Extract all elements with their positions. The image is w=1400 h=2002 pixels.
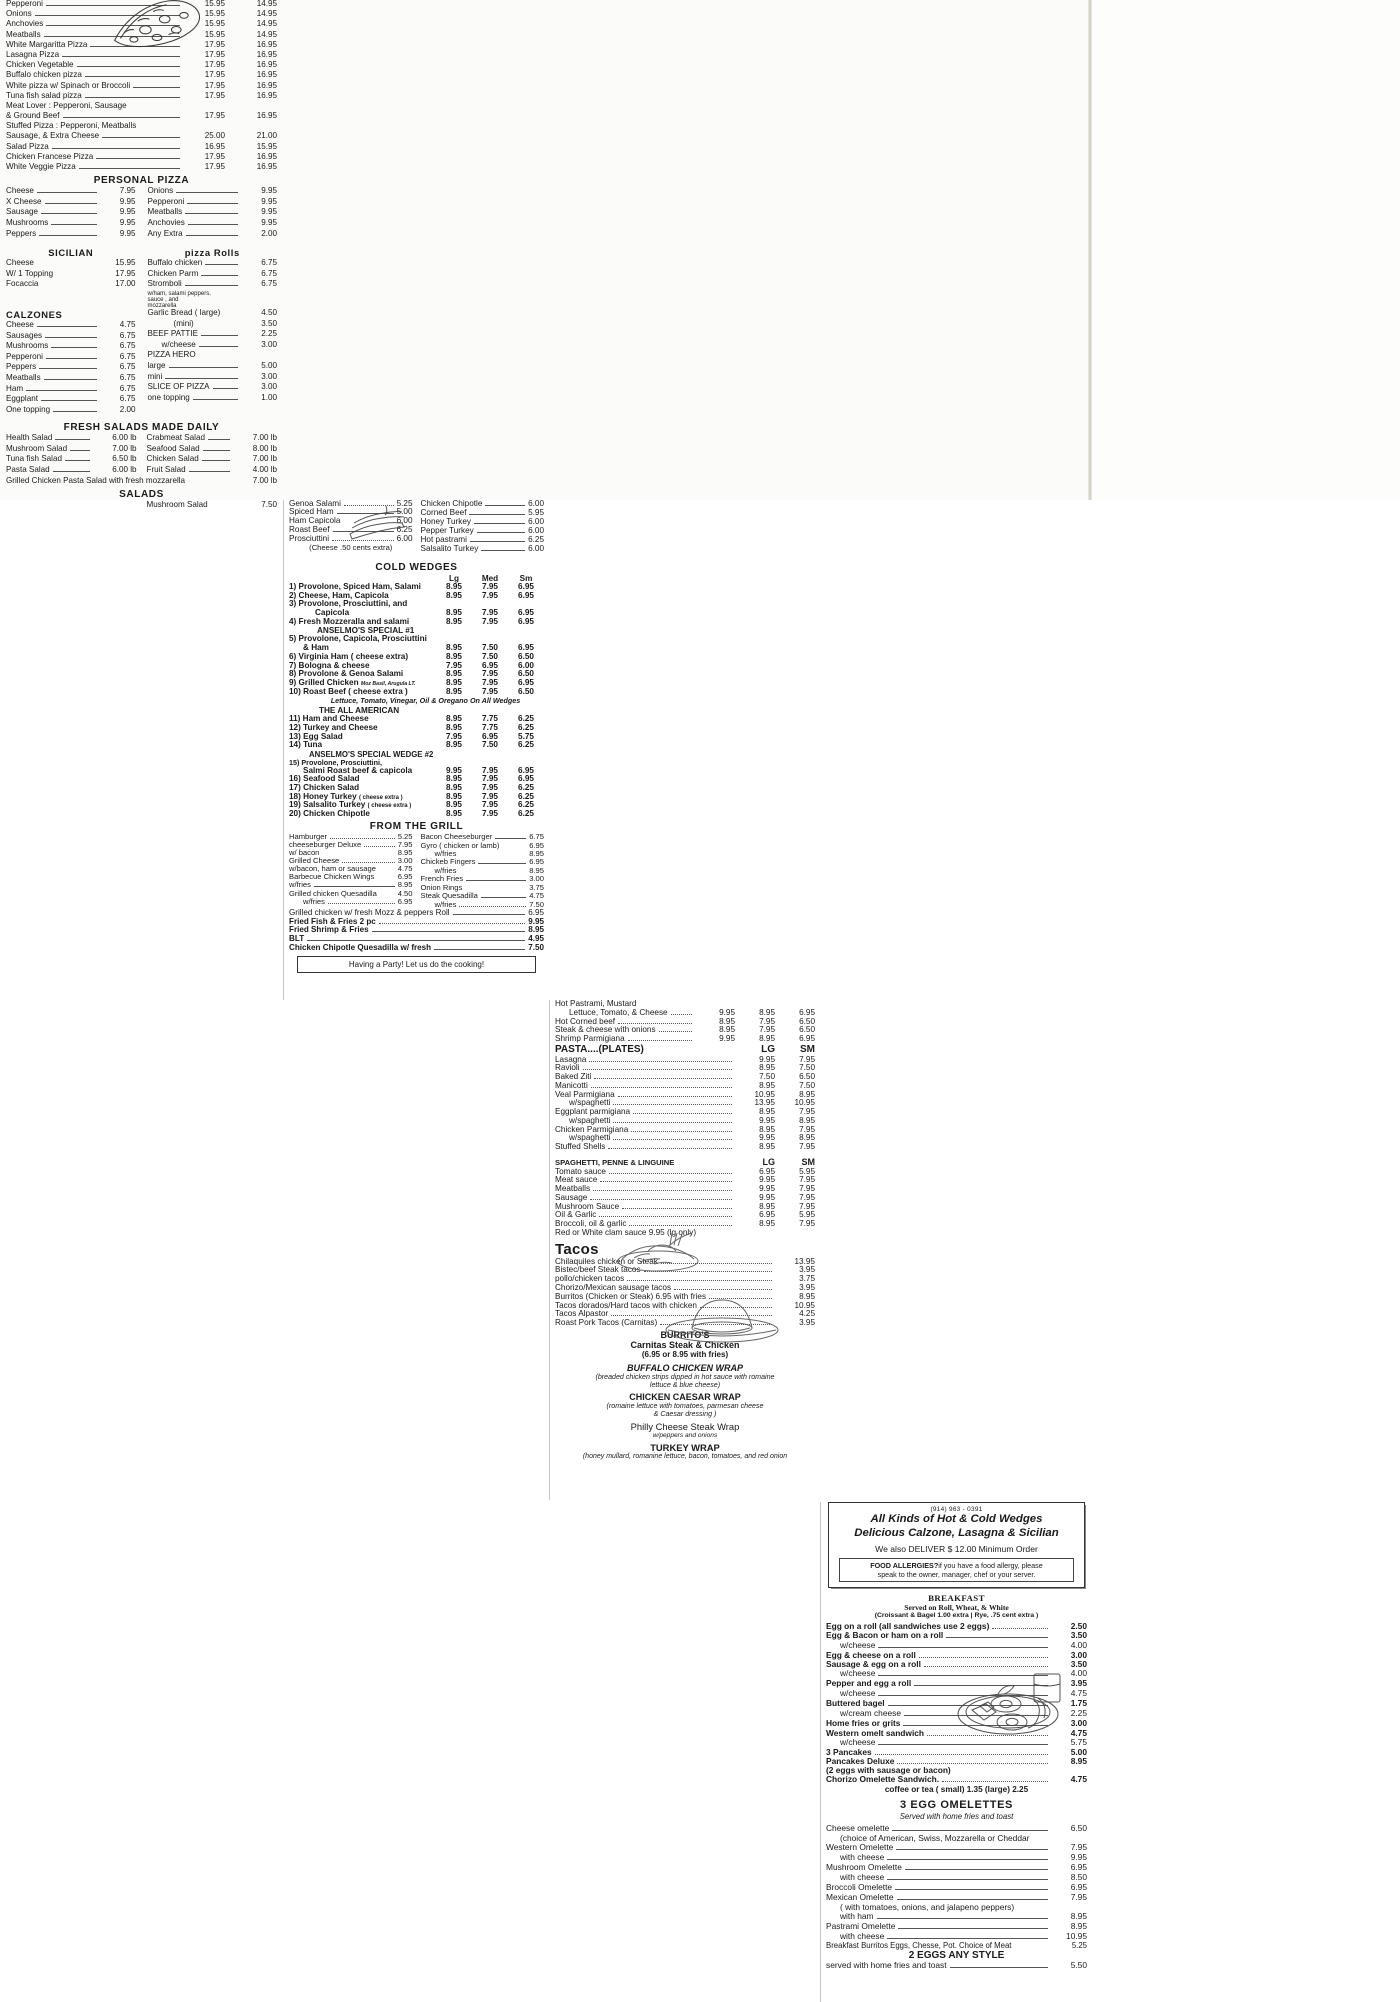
menu-row: Western omelt sandwich 4.75 [826,1727,1087,1738]
menu-row: 10) Roast Beef ( cheese extra ) 8.95 7.95 6.50 [289,686,534,696]
menu-row: w/cheese 5.75 [840,1736,1087,1747]
menu-row: served with home fries and toast 5.50 [826,1959,1087,1970]
burritos-line-2: (6.95 or 8.95 with fries) [641,1349,729,1359]
menu-row: with cheese 9.95 [840,1851,1087,1862]
breakfast-title: BREAKFAST [928,1592,985,1603]
menu-row: 5) Provolone, Capicola, Prosciuttini [289,634,427,644]
menu-row: Stuffed Pizza : Pepperoni, Meatballs [6,121,137,131]
menu-row: Breakfast Burritos Eggs, Chesse, Pot. Choice of Meat 5.25 [826,1940,1087,1950]
grilled-chicken-sub: Moz Basil, Arugula LT. [360,680,416,687]
omelettes-subtitle: Served with home fries and toast [899,1811,1014,1821]
menu-row: w/spaghetti 9.95 8.95 [569,1115,815,1125]
menu-row: Seafood Salad 8.00 lb [146,443,277,453]
menu-row: Oil & Garlic 6.95 5.95 [555,1210,815,1220]
section-salads: SALADS [119,488,164,500]
two-eggs-title: 2 EGGS ANY STYLE [908,1949,1005,1961]
menu-row: Buffalo chicken 6.75 [147,258,277,268]
menu-row: Corned Beef 5.95 [420,508,544,517]
menu-row: Chicken Parmigiana 8.95 7.95 [555,1124,815,1134]
menu-row: Salsalito Turkey 6.00 [420,544,544,553]
grill-full-width-items [289,909,544,953]
salads-partial [6,501,277,512]
allergy-notice [839,1558,1074,1582]
menu-row: w/fries 7.50 [434,899,544,909]
menu-row: Burritos (Chicken or Steak) 6.95 with fries 8.95 [555,1291,815,1301]
menu-row: w/fries 6.95 [303,896,413,906]
wrap-desc-caesar-2: & Caesar dressing ) [653,1409,717,1418]
burritos-line-1: Carnitas Steak & Chicken [630,1339,740,1350]
menu-row: Eggplant parmigiana 8.95 7.95 [555,1107,815,1117]
menu-row: 12) Turkey and Cheese 8.95 7.75 6.25 [289,722,534,732]
menu-row: Broccoli Omelette 6.95 [826,1881,1087,1892]
menu-row: Onion Rings 3.75 [420,882,544,892]
menu-row: Mushroom Omelette 6.95 [826,1861,1087,1872]
menu-row: Fried Shrimp & Fries 8.95 [289,925,544,935]
menu-row: Mushroom Salad 7.00 lb [6,443,137,453]
menu-row: Meat sauce 9.95 7.95 [555,1175,815,1185]
menu-row: Ham 6.75 [6,383,136,393]
cold-wedges-list-4 [289,759,544,819]
sicilian-and-rolls [6,245,277,416]
menu-row: Roast Beef 6.25 [289,524,413,534]
menu-row: Peppers 9.95 [6,228,136,238]
menu-row: Hamburger 5.25 [289,831,413,841]
menu-row: Shrimp Parmigiana 9.95 8.95 6.95 [555,1034,815,1044]
menu-row: Gyro ( chicken or lamb) 6.95 [420,840,544,850]
menu-row: Ham Capicola 6.00 [289,516,413,526]
menu-row: Pepperoni 6.75 [6,351,136,361]
menu-row: 18) Honey Turkey ( cheese extra ) 8.95 7.95 6.25 [289,791,534,801]
menu-row: Grilled chicken w/ fresh Mozz & peppers Roll 6.95 [289,907,544,917]
menu-row: w/cheese 4.75 [840,1687,1087,1698]
section-fresh-salads: FRESH SALADS MADE DAILY [63,422,220,434]
personal-pizza-lists [6,187,277,240]
menu-row: Crabmeat Salad 7.00 lb [146,433,277,443]
menu-row: White pizza w/ Spinach or Broccoli 17.95 16.95 [6,80,277,90]
menu-row: Grilled chicken Quesadilla 4.50 [289,888,413,898]
menu-row: 11) Ham and Cheese 8.95 7.75 6.25 [289,714,534,724]
wrap-title-turkey: TURKEY WRAP [650,1441,720,1453]
menu-row: Sausage, & Extra Cheese 25.00 21.00 [6,131,277,141]
menu-row: Roast Pork Tacos (Carnitas) 3.95 [555,1318,815,1328]
pizza-slice-illustration [108,0,206,50]
menu-row: with cheese 8.50 [840,1871,1087,1882]
menu-row: Grilled Chicken Pasta Salad with fresh mozzarella 7.00 lb [6,475,277,485]
wrap-desc-philly: w/peppers and onions [652,1431,718,1439]
wedges-footnote: Lettuce, Tomato, Vinegar, Oil & Oregano On All Wedges [330,696,521,706]
menu-row: Mushroom Sauce 8.95 7.95 [555,1201,815,1211]
menu-row: White Margaritta Pizza 17.95 16.95 [6,39,277,49]
menu-row: Meatballs 9.95 7.95 [555,1184,815,1194]
pasta-plates-list [555,1056,815,1152]
menu-row: Onions 9.95 [147,186,277,196]
menu-row: w/bacon, ham or sausage 4.75 [289,863,413,873]
menu-row: 8) Provolone & Genoa Salami 8.95 7.95 6.50 [289,669,534,679]
wrap-title-buffalo: BUFFALO CHICKEN WRAP [627,1362,743,1373]
menu-row: Chicken Vegetable 17.95 16.95 [6,60,277,70]
menu-row: Grilled Cheese 3.00 [289,855,413,865]
rolls-note-1: w/ham, salami peppers. [147,290,211,297]
menu-row: Stuffed Shells 8.95 7.95 [555,1142,815,1152]
menu-row: Prosciuttini 6.00 [289,533,413,543]
menu-row: Home fries or grits 3.00 [826,1717,1087,1728]
menu-row: with cheese 10.95 [840,1930,1087,1941]
menu-row: 20) Chicken Chipotle 8.95 7.95 6.25 [289,809,534,819]
honey-turkey-sub: ( cheese extra ) [358,794,403,801]
delivery-note: We also DELIVER $ 12.00 Minimum Order [875,1543,1038,1554]
menu-row: Spiced Ham 5.00 [289,507,413,517]
menu-row: Lasagna 9.95 7.95 [555,1054,815,1064]
menu-row: BEEF PATTIE 2.25 [147,329,277,339]
menu-row: Steak & cheese with onions 8.95 7.95 6.50 [555,1025,815,1035]
menu-row: Cheese omelette 6.50 [826,1822,1087,1833]
menu-row: PIZZA HERO [147,350,196,360]
menu-row: mini 3.00 [147,371,277,381]
menu-row: Buffalo chicken pizza 17.95 16.95 [6,70,277,80]
column-wedges [283,500,549,1000]
menu-row: Egg & cheese on a roll 3.00 [826,1649,1087,1660]
menu-row: Tacos dorados/Hard tacos with chicken 10.95 [555,1300,815,1310]
menu-row: Barbecue Chicken Wings 6.95 [289,871,413,881]
menu-row: Baked Ziti 7.50 6.50 [555,1072,815,1082]
menu-row: Pasta Salad 6.00 lb [6,465,137,475]
section-personal-pizza: PERSONAL PIZZA [93,175,190,187]
menu-row: Meatballs 6.75 [6,372,136,382]
menu-row: w/cheese 4.00 [840,1639,1087,1650]
menu-row: 2) Cheese, Ham, Capicola 8.95 7.95 6.95 [289,590,534,600]
menu-row: Capicola 8.95 7.95 6.95 [315,608,534,618]
menu-row: Mushrooms 9.95 [6,217,136,227]
menu-row: w/fries 8.95 [434,865,544,875]
menu-row: 14) Tuna 8.95 7.50 6.25 [289,740,534,750]
menu-row: Chorizo Omelette Sandwich. 4.75 [826,1773,1087,1784]
menu-row: Hot Corned beef 8.95 7.95 6.50 [555,1016,815,1026]
cold-wedges-list-1 [289,583,544,626]
menu-row: Tuna fish Salad 6.50 lb [6,454,137,464]
anselmos-special-1: ANSELMO'S SPECIAL #1 [317,626,415,636]
cheese-extra-note: (Cheese .50 cents extra) [309,543,393,553]
menu-row: Bacon Cheeseburger 6.75 [420,831,544,841]
wrap-title-caesar: CHICKEN CAESAR WRAP [629,1391,741,1402]
menu-row: Sausage 9.95 7.95 [555,1192,815,1202]
menu-row: Chilaquiles chicken or Steak 13.95 [555,1256,815,1266]
menu-row: Garlic Bread ( large) 4.50 [147,307,277,317]
section-pizza-rolls: pizza Rolls [184,247,240,259]
menu-row: Any Extra 2.00 [147,228,277,238]
menu-row: Peppers 6.75 [6,362,136,372]
menu-row: 16) Seafood Salad 8.95 7.95 6.95 [289,774,534,784]
ad-line-2: Delicious Calzone, Lasagna & Sicilian [854,1526,1059,1539]
menu-row: Chickeb Fingers 6.95 [420,856,544,866]
menu-row: one topping 1.00 [147,392,277,402]
menu-row: Bistec/beef Steak tacos 3.95 [555,1265,815,1275]
menu-row: X Cheese 9.95 [6,196,136,206]
section-calzones: CALZONES [6,308,63,320]
allergy-text-2: speak to the owner, manager, chef or your server. [877,1569,1036,1579]
menu-row: Meatballs 15.95 14.95 [6,29,277,39]
page-binding-edge [1088,0,1092,500]
menu-row: 7) Bologna & cheese 7.95 6.95 6.00 [289,660,534,670]
column-pizza [0,0,283,509]
menu-row: Mexican Omelette 7.95 [826,1891,1087,1902]
menu-row: Hot pastrami 6.25 [420,535,544,544]
omelettes-list [826,1824,1087,1971]
menu-row: (mini) 3.50 [173,318,277,328]
menu-row: Onions 15.95 14.95 [6,9,277,19]
menu-row: w/cream cheese 2.25 [840,1707,1087,1718]
menu-row: ( with tomatoes, onions, and jalapeno peppers) [840,1901,1015,1912]
section-pasta-plates: PASTA....(PLATES) LG SM [555,1043,815,1055]
wrap-desc-buffalo-1: (breaded chicken strips dipped in hot sauce with romaine [595,1372,775,1381]
menu-row: Mushrooms 6.75 [6,341,136,351]
ad-line-1: All Kinds of Hot & Cold Wedges [870,1513,1043,1525]
menu-row: Pepperoni 9.95 [147,196,277,206]
menu-row: Sausages 6.75 [6,330,136,340]
menu-row: pollo/chicken tacos 3.75 [555,1274,815,1284]
menu-row: Egg on a roll (all sandwiches use 2 eggs) 2.50 [826,1620,1087,1631]
hot-wedges-partial [555,1000,815,1044]
menu-row: Pepper Turkey 6.00 [420,526,544,535]
menu-row: Meatballs 9.95 [147,207,277,217]
clam-sauce-row: Red or White clam sauce 9.95 (lg only) [555,1227,697,1237]
coffee-tea-note: coffee or tea ( small) 1.35 (large) 2.25 [884,1784,1029,1794]
menu-row: White Veggie Pizza 17.95 16.95 [6,162,277,171]
menu-row: Chicken Francese Pizza 17.95 16.95 [6,151,277,161]
menu-row: Chicken Salad 7.00 lb [146,454,277,464]
menu-row: Chicken Chipotle 6.00 [420,499,544,508]
menu-row: w/cheese 3.00 [161,339,277,349]
menu-row: Pepper and egg a roll 3.95 [826,1677,1087,1688]
menu-row: (choice of American, Swiss, Mozzarella or Cheddar [840,1832,1030,1843]
menu-row: large 5.00 [147,360,277,370]
menu-row: Tacos Alpastor 4.25 [555,1309,815,1319]
menu-row: w/fries 8.95 [434,848,544,858]
menu-row: Anchovies 9.95 [147,217,277,227]
menu-row: Eggplant 6.75 [6,394,136,404]
section-from-the-grill: FROM THE GRILL [369,820,464,832]
menu-row: BLT 4.95 [289,934,544,944]
menu-row: Egg & Bacon or ham on a roll 3.50 [826,1629,1087,1640]
menu-row: Sausage & egg on a roll 3.50 [826,1658,1087,1669]
section-spaghetti: SPAGHETTI, PENNE & LINGUINE LG SM [555,1156,815,1167]
section-omelettes: 3 EGG OMELETTES [900,1798,1013,1811]
menu-row: Mushroom Salad 7.50 [146,499,277,509]
menu-row: One topping 2.00 [6,404,136,414]
menu-row: SLICE OF PIZZA 3.00 [147,382,277,392]
anselmos-special-2: ANSELMO'S SPECIAL WEDGE #2 [309,750,434,759]
allergy-text: if you have a food allergy, please [938,1560,1043,1570]
menu-row: Sausage 9.95 [6,207,136,217]
menu-row: w/spaghetti 9.95 8.95 [569,1133,815,1143]
menu-row: Ravioli 8.95 7.50 [555,1063,815,1073]
menu-row: 13) Egg Salad 7.95 6.95 5.75 [289,731,534,741]
menu-row: French Fries 3.00 [420,873,544,883]
menu-row: 3 Pancakes 5.00 [826,1746,1087,1757]
burritos-title: BURRITO'S [660,1329,710,1340]
menu-row: Chicken Chipotle Quesadilla w/ fresh 7.50 [289,943,544,953]
grill-lists [289,833,544,909]
all-american-header: THE ALL AMERICAN [319,706,400,716]
phone-number: (914) 963 - 0391 [930,1506,983,1513]
menu-row: & Ground Beef 17.95 16.95 [6,111,277,121]
menu-row: Pancakes Deluxe 8.95 [826,1755,1087,1766]
menu-row: & Ham 8.95 7.50 6.95 [303,643,534,653]
menu-row: Fruit Salad 4.00 lb [146,465,277,475]
section-cold-wedges: COLD WEDGES [375,562,458,573]
party-box: Having a Party! Let us do the cooking! [297,956,536,973]
cold-wedges-list-3 [289,715,544,750]
wrap-desc-buffalo-2: lettuce & blue cheese) [649,1380,721,1389]
salsalito-sub: ( cheese extra ) [367,803,412,810]
section-tacos: Tacos [555,1240,599,1258]
menu-row: Hot Pastrami, Mustard [555,999,637,1008]
wrap-desc-turkey: (honey mullard, romanine lettuce, bacon, tomatoes, and red onion [582,1452,788,1460]
fresh-salads-lists [6,434,277,476]
menu-row: w/fries 8.95 [289,879,413,889]
menu-row: Manicotti 8.95 7.50 [555,1080,815,1090]
pasta-plate-illustration [608,1225,708,1273]
menu-row: 6) Virginia Ham ( cheese extra) 8.95 7.50 6.50 [289,651,534,661]
cold-wedges-list-2 [289,635,544,696]
column-breakfast [820,1502,1092,2002]
eggs-plate-illustration [950,1670,1070,1738]
menu-row: Steak Quesadilla 4.75 [420,890,544,900]
rolls-note-3: mozzarella [147,302,177,309]
menu-row: Pastrami Omelette 8.95 [826,1920,1087,1931]
menu-row: Cheese 7.95 [6,186,136,196]
menu-row: Honey Turkey 6.00 [420,517,544,526]
menu-row: w/ bacon 8.95 [289,847,413,857]
menu-row: W/ 1 Topping 17.95 [6,268,136,278]
menu-row: w/cheese 4.00 [840,1667,1087,1678]
menu-row: Western Omelette 7.95 [826,1841,1087,1852]
menu-row: Fried Fish & Fries 2 pc 9.95 [289,916,544,926]
menu-row: Cheese 4.75 [6,319,136,329]
breakfast-sub-1: Served on Roll, Wheat, & White [904,1602,1009,1612]
menu-row: 17) Chicken Salad 8.95 7.95 6.25 [289,783,534,792]
allergy-label: FOOD ALLERGIES? [870,1560,939,1570]
advertisement-box [828,1502,1085,1588]
column-pasta-tacos [549,1000,820,1500]
menu-row: Buttered bagel 1.75 [826,1697,1087,1708]
menu-row: (2 eggs with sausage or bacon) [826,1764,951,1775]
menu-row: Chorizo/Mexican sausage tacos 3.95 [555,1282,815,1292]
menu-row: Veal Parmigiana 10.95 8.95 [555,1089,815,1099]
menu-row: 19) Salsalito Turkey ( cheese extra ) 8.95 7.95 6.25 [289,800,534,810]
menu-row: 9) Grilled Chicken Moz Basil, Arugula LT. 8.95 7.95 6.95 [289,677,534,687]
sandwich-illustration [344,504,410,544]
menu-row: Tuna fish salad pizza 17.95 16.95 [6,90,277,100]
menu-row: Focaccia 17.00 [6,279,136,289]
menu-row: 4) Fresh Mozzeralla and salami 8.95 7.95 6.95 [289,616,534,626]
menu-row: with ham 8.95 [840,1910,1087,1921]
menu-row: Chicken Parm 6.75 [147,268,277,278]
menu-row: 3) Provolone, Prosciuttini, and [289,599,408,609]
menu-row: Genoa Salami 5.25 [289,499,413,508]
section-sicilian: SICILIAN [48,247,94,259]
menu-row: Meat Lover : Pepperoni, Sausage [6,100,127,110]
cold-cuts [289,500,544,554]
menu-row: Salad Pizza 16.95 15.95 [6,141,277,151]
menu-row: w/spaghetti 13.95 10.95 [569,1098,815,1108]
menu-row: Anchovies 15.95 14.95 [6,19,277,29]
cold-wedges-header: Lg Med Sm [448,574,533,583]
menu-row: cheeseburger Deluxe 7.95 [289,839,413,849]
rolls-note-2: sauce , and [147,296,179,303]
menu-row: Pepperoni 15.95 14.95 [6,0,277,8]
menu-row: 1) Provolone, Spiced Ham, Salami 8.95 7.95 6.95 [289,582,534,591]
menu-row: Stromboli 6.75 [147,279,277,289]
wrap-title-philly: Philly Cheese Steak Wrap [630,1420,740,1432]
menu-row: Cheese 15.95 [6,258,136,268]
menu-row: Health Salad 6.00 lb [6,433,137,443]
menu-row: Salmi Roast beef & capicola 9.95 7.95 6.95 [303,765,534,775]
menu-row: Tomato sauce 6.95 5.95 [555,1166,815,1176]
sombrero-illustration [658,1292,786,1344]
menu-row: Broccoli, oil & garlic 8.95 7.95 [555,1219,815,1229]
menu-row: Lettuce, Tomato, & Cheese 9.95 8.95 6.95 [569,1007,815,1017]
breakfast-sub-2: (Croissant & Bagel 1.00 extra | Rye, .75 cent extra ) [874,1611,1039,1619]
wrap-desc-caesar-1: (romaine lettuce with tomatoes, parmesan cheese [606,1401,764,1410]
menu-row: Lasagna Pizza 17.95 16.95 [6,49,277,59]
menu-row: 15) Provolone, Prosciuttini, [289,758,383,767]
